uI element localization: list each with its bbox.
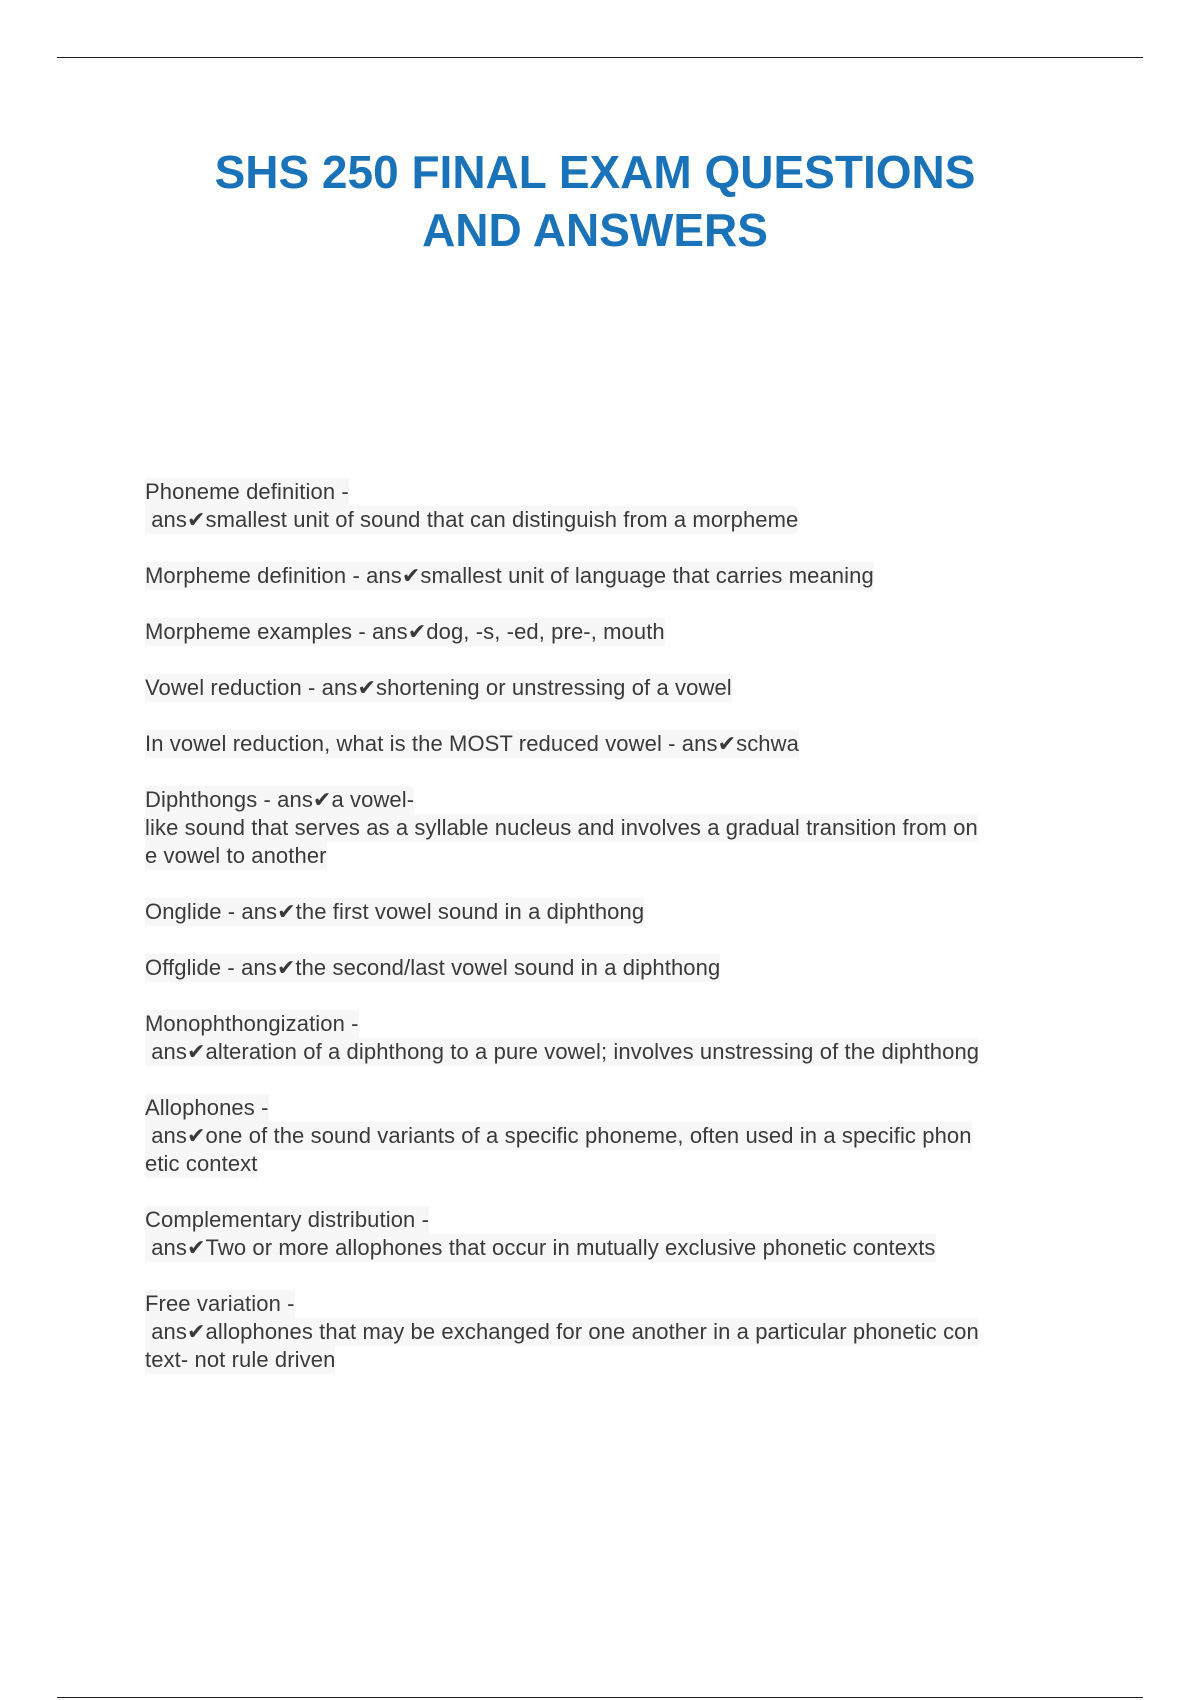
qa-line: In vowel reduction, what is the MOST reduced vowel - ans✔schwa: [145, 731, 799, 756]
qa-item: [145, 898, 1085, 926]
qa-item: [145, 730, 1085, 758]
title-line-2: AND ANSWERS: [422, 204, 768, 256]
qa-line: Morpheme definition - ans✔smallest unit of language that carries meaning: [145, 563, 874, 588]
qa-line: Monophthongization -: [145, 1011, 359, 1036]
qa-line: Free variation -: [145, 1291, 295, 1316]
qa-item: [145, 674, 1085, 702]
qa-line: ans✔smallest unit of sound that can distinguish from a morpheme: [145, 507, 799, 532]
qa-line: Diphthongs - ans✔a vowel-: [145, 787, 415, 812]
qa-item: [145, 786, 1085, 870]
bottom-rule: [57, 1697, 1143, 1698]
qa-line: ans✔alteration of a diphthong to a pure vowel; involves unstressing of the diphthong: [145, 1039, 980, 1064]
document-title: [0, 143, 1190, 259]
qa-line: Vowel reduction - ans✔shortening or unstressing of a vowel: [145, 675, 732, 700]
qa-line: e vowel to another: [145, 843, 327, 868]
qa-line: Phoneme definition -: [145, 479, 349, 504]
qa-line: Complementary distribution -: [145, 1207, 430, 1232]
qa-line: Allophones -: [145, 1095, 269, 1120]
title-line-1: SHS 250 FINAL EXAM QUESTIONS: [214, 146, 976, 198]
qa-line: text- not rule driven: [145, 1347, 336, 1372]
qa-line: etic context: [145, 1151, 258, 1176]
qa-item: [145, 618, 1085, 646]
qa-item: [145, 1290, 1085, 1374]
qa-item: [145, 562, 1085, 590]
qa-line: ans✔allophones that may be exchanged for one another in a particular phonetic con: [145, 1319, 979, 1344]
qa-line: Offglide - ans✔the second/last vowel sound in a diphthong: [145, 955, 721, 980]
qa-item: [145, 1010, 1085, 1066]
qa-list: [145, 478, 1085, 1402]
qa-line: ans✔Two or more allophones that occur in mutually exclusive phonetic contexts: [145, 1235, 936, 1260]
qa-item: [145, 1206, 1085, 1262]
qa-line: like sound that serves as a syllable nucleus and involves a gradual transition from on: [145, 815, 978, 840]
qa-item: [145, 1094, 1085, 1178]
qa-item: [145, 478, 1085, 534]
qa-line: ans✔one of the sound variants of a specific phoneme, often used in a specific phon: [145, 1123, 972, 1148]
top-rule: [57, 57, 1143, 58]
qa-line: Morpheme examples - ans✔dog, -s, -ed, pre-, mouth: [145, 619, 665, 644]
qa-line: Onglide - ans✔the first vowel sound in a diphthong: [145, 899, 645, 924]
qa-item: [145, 954, 1085, 982]
